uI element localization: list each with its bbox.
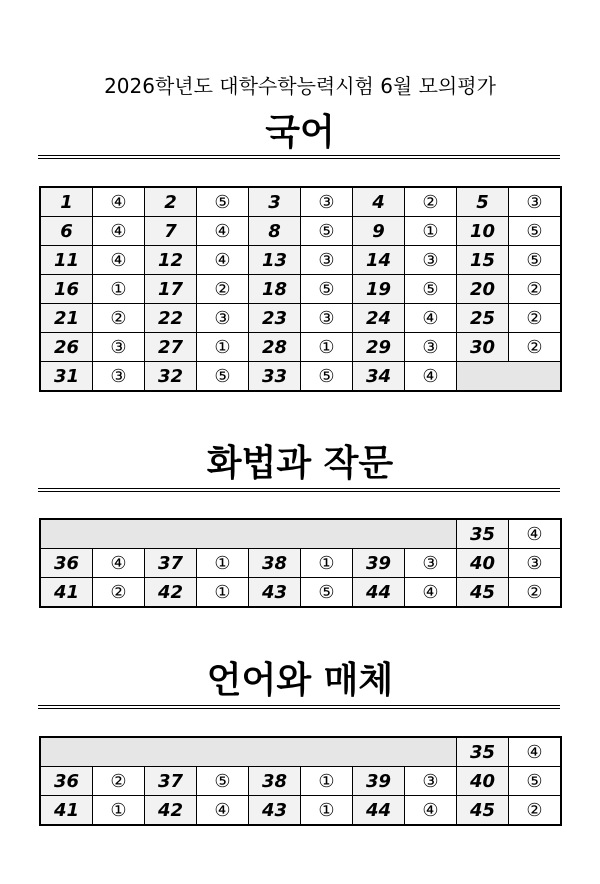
double-rule [38, 705, 560, 709]
question-number: 35 [457, 737, 509, 767]
answer-choice: ① [301, 549, 353, 578]
question-number: 21 [40, 304, 93, 333]
exam-title: 2026학년도 대학수학능력시험 6월 모의평가 [104, 74, 496, 98]
answer-choice: ③ [405, 549, 457, 578]
table-row [40, 304, 561, 333]
answer-choice: ② [509, 333, 562, 362]
answer-choice: ③ [405, 767, 457, 796]
answer-choice: ④ [405, 578, 457, 608]
question-number: 12 [145, 246, 197, 275]
question-number: 25 [457, 304, 509, 333]
answer-choice: ③ [93, 333, 145, 362]
table-row [40, 549, 561, 578]
answer-choice: ① [93, 275, 145, 304]
answer-choice: ③ [405, 246, 457, 275]
answer-choice: ③ [301, 304, 353, 333]
answer-choice: ② [509, 275, 562, 304]
question-number: 44 [353, 578, 405, 608]
question-number: 23 [249, 304, 301, 333]
answer-choice: ② [509, 304, 562, 333]
table-row [40, 187, 561, 217]
answer-choice: ④ [197, 796, 249, 826]
answer-choice: ② [197, 275, 249, 304]
answer-choice: ④ [197, 246, 249, 275]
answer-choice: ③ [405, 333, 457, 362]
answer-choice: ① [197, 333, 249, 362]
question-number: 36 [40, 549, 93, 578]
answer-choice: ② [509, 578, 562, 608]
question-number: 7 [145, 217, 197, 246]
table-row [40, 578, 561, 608]
table-row [40, 737, 561, 767]
table-row [40, 246, 561, 275]
question-number: 40 [457, 549, 509, 578]
question-number: 40 [457, 767, 509, 796]
answer-choice: ④ [93, 549, 145, 578]
answer-choice: ③ [509, 549, 562, 578]
answer-choice: ② [93, 767, 145, 796]
section-title-language-media: 언어와 매체 [206, 660, 394, 701]
answer-choice: ② [93, 578, 145, 608]
table-row [40, 333, 561, 362]
question-number: 19 [353, 275, 405, 304]
question-number: 30 [457, 333, 509, 362]
question-number: 6 [40, 217, 93, 246]
table-row [40, 362, 561, 392]
answer-table-language-media [39, 736, 562, 826]
answer-choice: ② [93, 304, 145, 333]
question-number: 20 [457, 275, 509, 304]
question-number: 14 [353, 246, 405, 275]
answer-choice: ① [93, 796, 145, 826]
question-number: 3 [249, 187, 301, 217]
question-number: 31 [40, 362, 93, 392]
question-number: 17 [145, 275, 197, 304]
answer-choice: ⑤ [301, 217, 353, 246]
answer-choice: ④ [93, 187, 145, 217]
answer-choice: ② [405, 187, 457, 217]
question-number: 44 [353, 796, 405, 826]
answer-choice: ⑤ [301, 362, 353, 392]
question-number: 42 [145, 578, 197, 608]
answer-choice: ④ [197, 217, 249, 246]
question-number: 39 [353, 549, 405, 578]
question-number: 4 [353, 187, 405, 217]
answer-choice: ① [405, 217, 457, 246]
question-number: 28 [249, 333, 301, 362]
answer-choice: ⑤ [509, 767, 562, 796]
answer-choice: ⑤ [301, 275, 353, 304]
answer-choice: ③ [93, 362, 145, 392]
answer-choice: ① [301, 333, 353, 362]
empty-cell [457, 362, 562, 392]
question-number: 18 [249, 275, 301, 304]
answer-choice: ④ [509, 519, 562, 549]
question-number: 37 [145, 767, 197, 796]
answer-choice: ① [301, 796, 353, 826]
question-number: 34 [353, 362, 405, 392]
question-number: 39 [353, 767, 405, 796]
question-number: 45 [457, 796, 509, 826]
answer-choice: ④ [405, 304, 457, 333]
answer-choice: ⑤ [405, 275, 457, 304]
question-number: 29 [353, 333, 405, 362]
answer-choice: ③ [301, 246, 353, 275]
question-number: 32 [145, 362, 197, 392]
question-number: 5 [457, 187, 509, 217]
empty-cell [40, 737, 457, 767]
question-number: 15 [457, 246, 509, 275]
answer-choice: ③ [301, 187, 353, 217]
answer-choice: ④ [93, 217, 145, 246]
double-rule [38, 488, 560, 492]
answer-choice: ① [197, 578, 249, 608]
answer-table-korean [39, 186, 562, 392]
answer-choice: ⑤ [301, 578, 353, 608]
answer-choice: ⑤ [197, 362, 249, 392]
question-number: 16 [40, 275, 93, 304]
empty-cell [40, 519, 457, 549]
table-row [40, 767, 561, 796]
question-number: 38 [249, 549, 301, 578]
question-number: 24 [353, 304, 405, 333]
answer-choice: ④ [405, 796, 457, 826]
question-number: 10 [457, 217, 509, 246]
question-number: 43 [249, 796, 301, 826]
question-number: 37 [145, 549, 197, 578]
question-number: 43 [249, 578, 301, 608]
question-number: 36 [40, 767, 93, 796]
question-number: 2 [145, 187, 197, 217]
question-number: 41 [40, 578, 93, 608]
answer-choice: ⑤ [197, 187, 249, 217]
question-number: 8 [249, 217, 301, 246]
answer-choice: ④ [405, 362, 457, 392]
question-number: 33 [249, 362, 301, 392]
table-row [40, 275, 561, 304]
table-row [40, 796, 561, 826]
answer-table-speech-writing [39, 518, 562, 608]
answer-choice: ③ [197, 304, 249, 333]
answer-choice: ② [509, 796, 562, 826]
table-row [40, 217, 561, 246]
answer-choice: ⑤ [509, 246, 562, 275]
question-number: 35 [457, 519, 509, 549]
question-number: 27 [145, 333, 197, 362]
question-number: 22 [145, 304, 197, 333]
answer-choice: ① [197, 549, 249, 578]
answer-choice: ③ [509, 187, 562, 217]
answer-choice: ⑤ [509, 217, 562, 246]
answer-choice: ④ [509, 737, 562, 767]
answer-choice: ① [301, 767, 353, 796]
question-number: 1 [40, 187, 93, 217]
answer-choice: ④ [93, 246, 145, 275]
question-number: 42 [145, 796, 197, 826]
double-rule [38, 155, 560, 159]
question-number: 26 [40, 333, 93, 362]
question-number: 9 [353, 217, 405, 246]
question-number: 38 [249, 767, 301, 796]
table-row [40, 519, 561, 549]
question-number: 11 [40, 246, 93, 275]
section-title-korean: 국어 [265, 112, 335, 153]
question-number: 13 [249, 246, 301, 275]
section-title-speech-writing: 화법과 작문 [206, 443, 394, 484]
question-number: 41 [40, 796, 93, 826]
answer-choice: ⑤ [197, 767, 249, 796]
question-number: 45 [457, 578, 509, 608]
